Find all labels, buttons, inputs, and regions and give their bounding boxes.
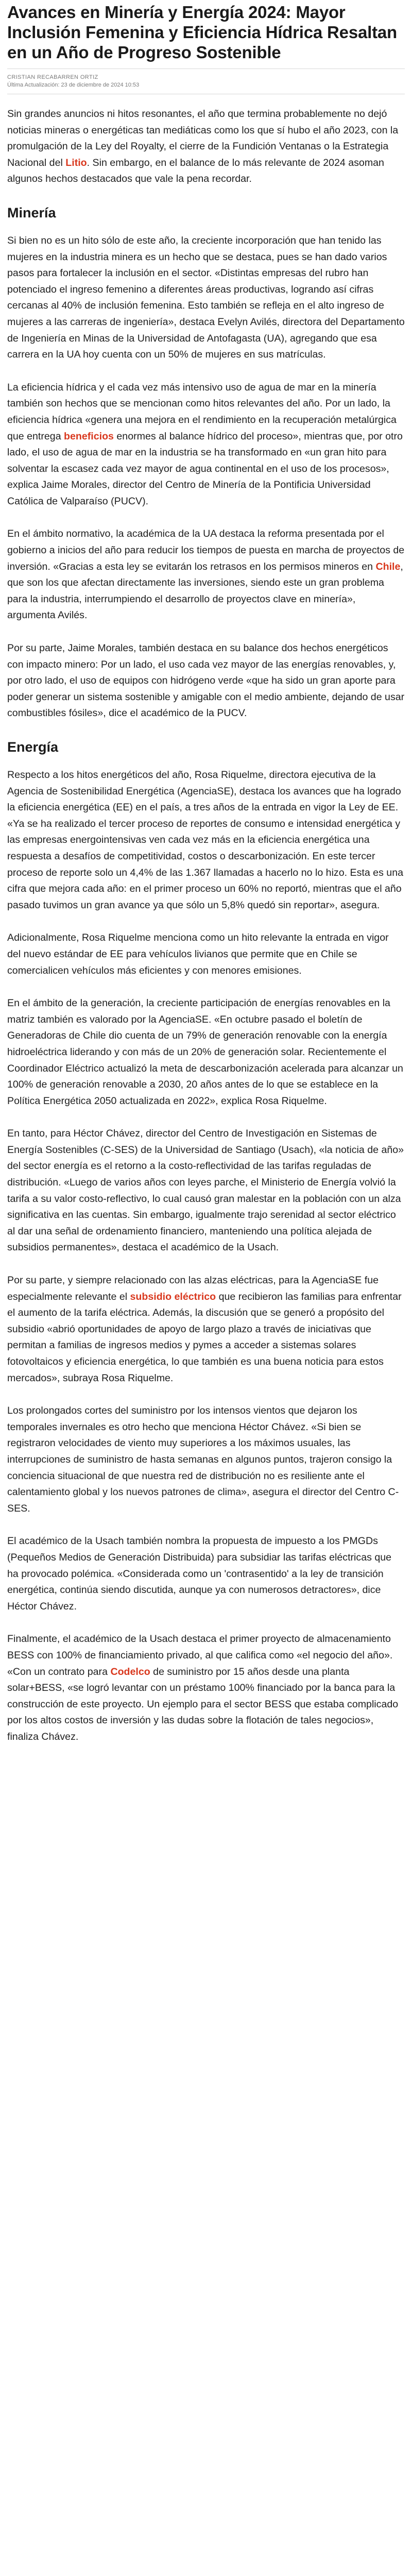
energia-paragraph-6: Los prolongados cortes del suministro por los intensos vientos que dejaron los temporales invernales es otro hecho que menciona Héctor Chávez. «Si bien se registraron velocidades de viento muy superiores a los máximos usuales, las interrupciones de suministro de hasta semanas en algunos puntos, trajeron consigo la conciencia situacional de que nuestra red de distribución no es resiliente ante el calentamiento global y los nuevos patrones de clima», asegura el director del Centro C-SES. [7, 1405, 399, 1514]
article-title: Avances en Minería y Energía 2024: Mayor Inclusión Femenina y Eficiencia Hídrica Resaltan en un Año de Progreso Sostenible [7, 3, 397, 62]
article-author[interactable]: CRISTIAN RECABARREN ORTIZ [7, 74, 98, 80]
article-meta [7, 69, 405, 94]
intro-paragraph: Sin grandes anuncios ni hitos resonantes, el año que termina probablemente no dejó noticias mineras o energéticas tan mediáticas como los que sí hubo el año 2023, con la promulgación de la Ley del Royalty, el cierre de la Fundición Ventanas o la Estrategia Nacional del Litio. Sin embargo, en el balance de lo más relevante de 2024 asoman algunos hechos destacados que vale la pena recordar. [7, 108, 399, 185]
energia-paragraph-8: Finalmente, el académico de la Usach destaca el primer proyecto de almacenamiento BESS con 100% de financiamiento privado, al que califica como «el negocio del año». «Con un contrato para Codelco de suministro por 15 años desde una planta solar+BESS, «se logró levantar con un préstamo 100% financiado por la banca para la construcción de este proyecto. Un ejemplo para el sector BESS que estaba complicado por los altos costos de inversión y las dudas sobre la flotación de tales negocios», finaliza Chávez. [7, 1633, 399, 1742]
energia-paragraph-3: En el ámbito de la generación, la creciente participación de energías renovables en la matriz también es valorado por la AgenciaSE. «En octubre pasado el boletín de Generadoras de Chile dio cuenta de un 79% de generación renovable con la energía hidroeléctrica liderando y con más de un 20% de generación solar. Recientemente el Coordinador Eléctrico actualizó la meta de descarbonización acelerada para alcanzar un 100% de generación renovable a 2030, 20 años antes de lo que se establece en la Política Energética 2050 actualizada en 2022», explica Rosa Riquelme. [7, 997, 403, 1107]
keyword-link-chile[interactable]: Chile [375, 561, 401, 572]
article-updated: Última Actualización: 23 de diciembre de 2024 10:53 [7, 82, 140, 88]
keyword-link-beneficios[interactable]: beneficios [64, 430, 114, 442]
keyword-link-codelco[interactable]: Codelco [110, 1666, 150, 1677]
energia-paragraph-7: El académico de la Usach también nombra la propuesta de impuesto a los PMGDs (Pequeños Medios de Generación Distribuida) para subsidiar las tarifas eléctricas que ha provocado polémica. «Considerada como un 'contrasentido' a la ley de transición energética, continúa siendo discutida, aunque ya con numerosos detractores», dice Héctor Chávez. [7, 1535, 392, 1612]
section-heading-mineria: Minería [7, 205, 56, 221]
section-heading-energia: Energía [7, 739, 59, 755]
mineria-paragraph-1: Si bien no es un hito sólo de este año, la creciente incorporación que han tenido las mujeres en la industria minera es un hecho que se destaca, pues se han dado varios pasos para fortalecer la inclusión en el sector. «Distintas empresas del rubro han potenciado el ingreso femenino a diferentes áreas productivas, logrando así cifras cercanas al 40% de inclusión femenina. Esto también se refleja en el alto ingreso de mujeres a las carreras de ingeniería», destaca Evelyn Avilés, directora del Departamento de Ingeniería en Minas de la Universidad de Antofagasta (UA), agregando que esa carrera en la UA hoy cuenta con un 50% de mujeres en sus matrículas. [7, 234, 405, 361]
energia-paragraph-4: En tanto, para Héctor Chávez, director del Centro de Investigación en Sistemas de Energía Sostenibles (C-SES) de la Universidad de Santiago (Usach), «la noticia de año» del sector energía es el retorno a la costo-reflectividad de las tarifas reguladas de distribución. «Luego de varios años con leyes parche, el Ministerio de Energía volvió la tarifa a su valor costo-reflectivo, lo cual causó gran malestar en la población con un alza significativa en las cuentas. Sin embargo, igualmente trajo serenidad al sector eléctrico al dar una señal de ordenamiento financiero, manteniendo una política alejada de subsidios permanentes», destaca el académico de la Usach. [7, 1128, 404, 1253]
mineria-paragraph-3: En el ámbito normativo, la académica de la UA destaca la reforma presentada por el gobierno a inicios del año para reducir los tiempos de puesta en marcha de proyectos de inversión. «Gracias a esta ley se evitarán los retrasos en los permisos mineros en Chile, que son los que afectan directamente las inversiones, siendo este un gran problema para la industria, interrumpiendo el desarrollo de proyectos clave en minería», argumenta Avilés. [7, 528, 405, 621]
keyword-link-litio[interactable]: Litio [65, 157, 87, 168]
keyword-link-subsidio-electrico[interactable]: subsidio eléctrico [130, 1291, 216, 1302]
energia-paragraph-1: Respecto a los hitos energéticos del año, Rosa Riquelme, directora ejecutiva de la Agencia de Sostenibilidad Energética (AgenciaSE), destaca los avances que ha logrado la eficiencia energética (EE) en el país, a tres años de la entrada en vigor la Ley de EE. «Ya se ha realizado el tercer proceso de reportes de consumo e intensidad energética y las empresas energointensivas ven cada vez más en la eficiencia energética una respuesta a desafíos de competitividad, costos o descarbonización. En este tercer proceso de reporte solo un 4,4% de las 1.367 llamadas a hacerlo no lo hizo. Esta es una cifra que mejora cada año: en el primer proceso un 60% no reportó, mientras que el año pasado tuvimos un gran avance ya que sólo un 5,8% quedó sin reportar», asegura. [7, 769, 403, 911]
mineria-paragraph-2: La eficiencia hídrica y el cada vez más intensivo uso de agua de mar en la minería también son hechos que se mencionan como hitos relevantes del año. Por un lado, la eficiencia hídrica «genera una mejora en el rendimiento en la recuperación metalúrgica que entrega beneficios enormes al balance hídrico del proceso», mientras que, por otro lado, el uso de agua de mar en la industria se ha transformado en «un gran hito para solventar la escasez cada vez mayor de agua continental en el uso de los procesos», explica Jaime Morales, director del Centro de Minería de la Pontificia Universidad Católica de Valparaíso (PUCV). [7, 381, 403, 507]
energia-paragraph-5: Por su parte, y siempre relacionado con las alzas eléctricas, para la AgenciaSE fue especialmente relevante el subsidio eléctrico que recibieron las familias para enfrentar el aumento de la tarifa eléctrica. Además, la discusión que se generó a propósito del subsidio «abrió oportunidades de apoyo de largo plazo a través de iniciativas que permitan a familias de ingresos medios y pymes a acceder a sistemas solares fotovoltaicos y eficiencia energética, lo que también es una buena noticia para estos mercados», subraya Rosa Riquelme. [7, 1275, 402, 1384]
article-body [7, 94, 405, 1745]
energia-paragraph-2: Adicionalmente, Rosa Riquelme menciona como un hito relevante la entrada en vigor del nuevo estándar de EE para vehículos livianos que permite que en Chile se comercialicen vehículos más eficientes y con menores emisiones. [7, 932, 389, 976]
mineria-paragraph-4: Por su parte, Jaime Morales, también destaca en su balance dos hechos energéticos con impacto minero: Por un lado, el uso cada vez mayor de las energías renovables, y, por otro lado, el uso de equipos con hidrógeno verde «que ha sido un gran aporte para poder generar un sistema sostenible y amigable con el medio ambiente, dejando de usar combustibles fósiles», dice el académico de la PUCV. [7, 642, 405, 719]
